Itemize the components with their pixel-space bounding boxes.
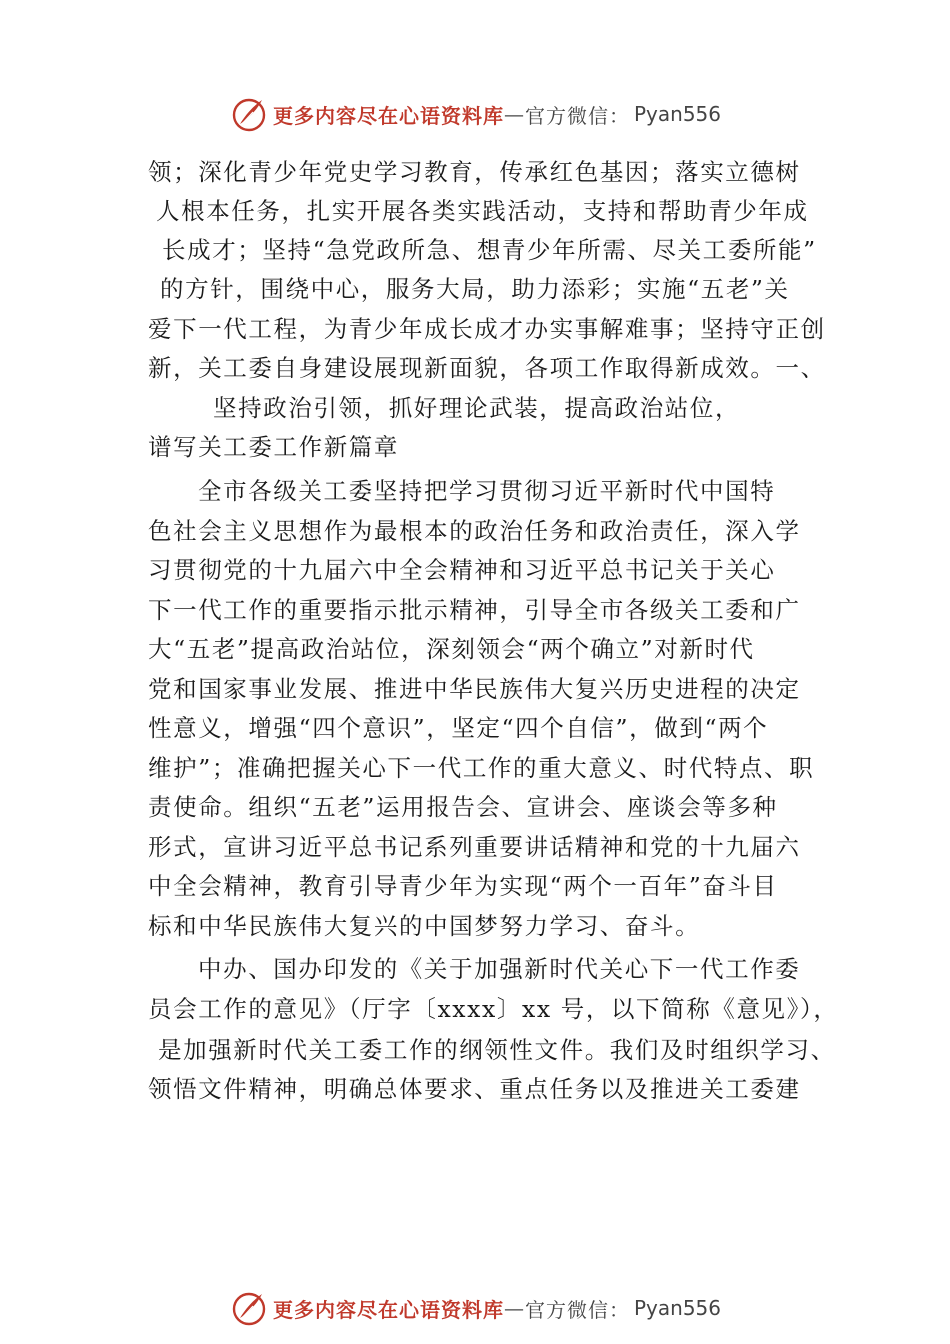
text-line: 责使命。组织“五老”运用报告会、宣讲会、座谈会等多种	[148, 793, 778, 821]
footer-banner	[0, 1286, 950, 1330]
section-heading: 谱写关工委工作新篇章	[148, 433, 399, 461]
quill-logo-icon	[229, 94, 269, 134]
text-line: 全市各级关工委坚持把学习贯彻习近平新时代中国特	[198, 477, 776, 505]
text-line: 爱下一代工程，为青少年成长成才办实事解难事；坚持守正创	[148, 315, 826, 343]
text-line: 中全会精神，教育引导青少年为实现“两个一百年”奋斗目	[148, 872, 778, 900]
text-line: 人根本任务，扎实开展各类实践活动，支持和帮助青少年成	[156, 197, 809, 225]
banner-dash: —	[503, 1296, 525, 1320]
banner-label: 官方微信：	[524, 1297, 630, 1322]
text-line: 员会工作的意见》（厅字〔xxxx〕xx 号，以下简称《意见》），	[148, 995, 839, 1023]
text-line: 维护”；准确把握关心下一代工作的重大意义、时代特点、职	[148, 754, 815, 782]
text-line: 的方针，围绕中心，服务大局，助力添彩；实施“五老”关	[160, 275, 790, 303]
banner-wechat-id: Pyan556	[633, 1296, 721, 1320]
text-line: 新，关工委自身建设展现新面貌，各项工作取得新成效。一、	[148, 354, 826, 382]
text-line: 习贯彻党的十九届六中全会精神和习近平总书记关于关心	[148, 556, 776, 584]
header-banner	[0, 92, 950, 136]
text-line: 是加强新时代关工委工作的纲领性文件。我们及时组织学习、	[158, 1036, 836, 1064]
text-line: 色社会主义思想作为最根本的政治任务和政治责任，深入学	[148, 517, 801, 545]
banner-dash: —	[503, 102, 525, 126]
text-line: 领；深化青少年党史学习教育，传承红色基因；落实立德树	[148, 158, 801, 186]
text-line: 中办、国办印发的《关于加强新时代关心下一代工作委	[198, 955, 801, 983]
banner-label: 官方微信：	[524, 103, 630, 128]
text-line: 形式，宣讲习近平总书记系列重要讲话精神和党的十九届六	[148, 833, 801, 861]
text-line: 性意义，增强“四个意识”，坚定“四个自信”，做到“两个	[148, 714, 769, 742]
text-line: 长成才；坚持“急党政所急、想青少年所需、尽关工委所能”	[162, 236, 817, 264]
banner-brand-text: 更多内容尽在心语资料库	[272, 103, 504, 128]
section-heading: 坚持政治引领，抓好理论武装，提高政治站位，	[213, 394, 741, 422]
text-line: 领悟文件精神，明确总体要求、重点任务以及推进关工委建	[148, 1075, 801, 1103]
text-line: 党和国家事业发展、推进中华民族伟大复兴历史进程的决定	[148, 675, 801, 703]
text-line: 大“五老”提高政治站位，深刻领会“两个确立”对新时代	[148, 635, 755, 663]
text-line: 下一代工作的重要指示批示精神，引导全市各级关工委和广	[148, 596, 801, 624]
banner-wechat-id: Pyan556	[633, 102, 721, 126]
text-line: 标和中华民族伟大复兴的中国梦努力学习、奋斗。	[148, 912, 701, 940]
quill-logo-icon	[229, 1288, 269, 1328]
banner-brand-text: 更多内容尽在心语资料库	[272, 1297, 504, 1322]
